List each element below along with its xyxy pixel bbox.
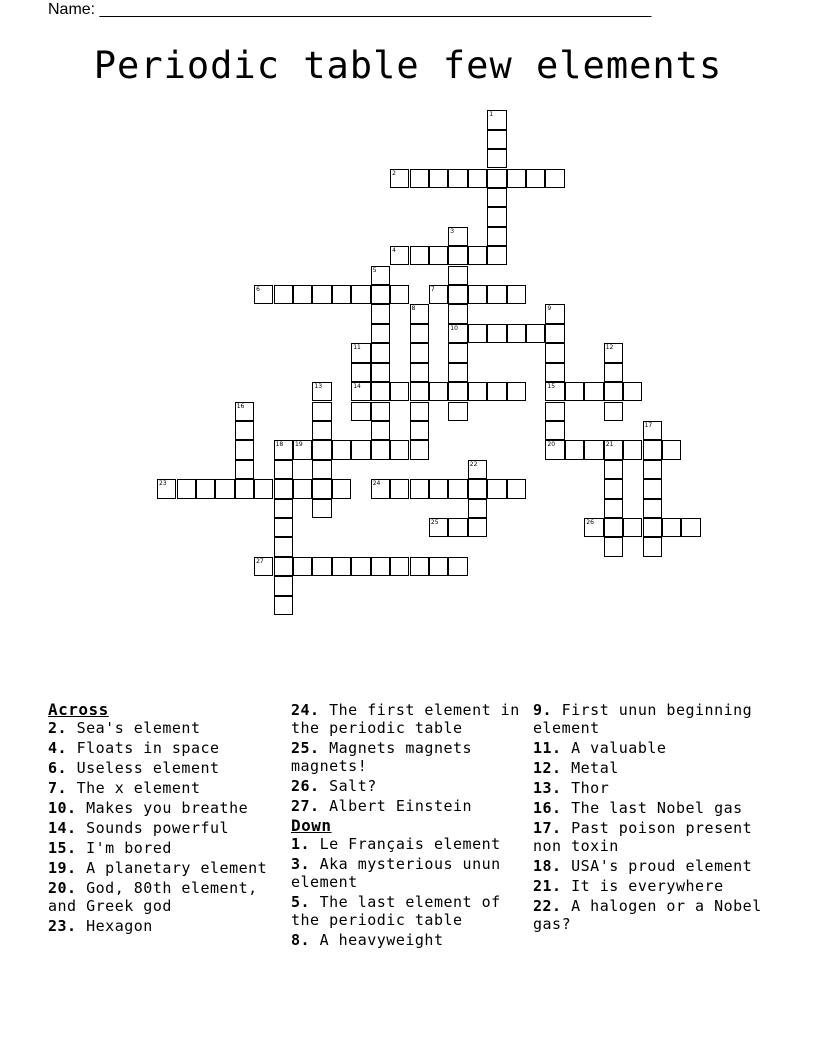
clue-number: 6. <box>48 759 68 777</box>
grid-cell[interactable] <box>371 479 390 498</box>
clue-text: A halogen or a Nobel gas? <box>533 897 762 933</box>
grid-cell[interactable] <box>545 169 564 188</box>
grid-cell[interactable] <box>604 499 623 518</box>
grid-cell[interactable] <box>643 421 662 440</box>
grid-cell[interactable] <box>429 169 448 188</box>
grid-cell[interactable] <box>410 246 429 265</box>
grid-cell[interactable] <box>448 227 467 246</box>
clue-across-19 <box>48 859 288 877</box>
grid-cell[interactable] <box>312 460 331 479</box>
grid-cell[interactable] <box>390 382 409 401</box>
grid-cell[interactable] <box>312 499 331 518</box>
grid-cell[interactable] <box>371 363 390 382</box>
clue-text: A planetary element <box>86 859 268 877</box>
clue-down-1 <box>291 835 531 853</box>
grid-cell[interactable] <box>371 266 390 285</box>
clue-number: 8. <box>291 931 311 949</box>
grid-cell[interactable] <box>235 421 254 440</box>
grid-cell[interactable] <box>351 440 370 459</box>
cell-number: 24 <box>372 480 381 488</box>
grid-cell[interactable] <box>312 557 331 576</box>
grid-cell[interactable] <box>604 363 623 382</box>
cell-number: 12 <box>605 344 614 352</box>
clue-number: 13. <box>533 779 562 797</box>
grid-cell[interactable] <box>293 285 312 304</box>
clue-number: 2. <box>48 719 68 737</box>
cell-number: 2 <box>392 169 396 177</box>
clue-down-8 <box>291 931 531 949</box>
clue-across-25 <box>291 739 531 775</box>
grid-cell[interactable] <box>351 382 370 401</box>
grid-cell[interactable] <box>545 304 564 323</box>
grid-cell[interactable] <box>487 110 506 129</box>
cell-number: 23 <box>159 480 167 488</box>
clue-number: 9. <box>533 701 553 719</box>
page-title: Periodic table few elements <box>93 44 723 87</box>
clue-down-22 <box>533 897 773 933</box>
grid-cell[interactable] <box>312 440 331 459</box>
grid-cell[interactable] <box>604 343 623 362</box>
grid-cell[interactable] <box>448 382 467 401</box>
clue-across-2 <box>48 719 288 737</box>
grid-cell[interactable] <box>410 479 429 498</box>
grid-cell[interactable] <box>448 479 467 498</box>
grid-cell[interactable] <box>487 479 506 498</box>
grid-cell[interactable] <box>312 285 331 304</box>
grid-cell[interactable] <box>448 518 467 537</box>
cell-number: 22 <box>469 460 478 468</box>
grid-cell[interactable] <box>410 363 429 382</box>
grid-cell[interactable] <box>604 382 623 401</box>
clue-text: God, 80th element, and Greek god <box>48 879 258 915</box>
clue-across-27 <box>291 797 531 815</box>
grid-cell[interactable] <box>351 343 370 362</box>
cell-number: 6 <box>256 286 260 293</box>
grid-cell[interactable] <box>390 285 409 304</box>
clue-number: 12. <box>533 759 562 777</box>
grid-cell[interactable] <box>487 246 506 265</box>
clue-text: Floats in space <box>76 739 220 757</box>
grid-cell[interactable] <box>371 557 390 576</box>
clue-down-16 <box>533 799 773 817</box>
grid-cell[interactable] <box>410 169 429 188</box>
cell-number: 25 <box>430 519 439 526</box>
grid-cell[interactable] <box>196 479 215 498</box>
clue-text: The last Nobel gas <box>571 799 743 817</box>
grid-cell[interactable] <box>487 169 506 188</box>
grid-cell[interactable] <box>274 479 293 498</box>
name-line <box>48 0 651 20</box>
clue-down-12 <box>533 759 773 777</box>
grid-cell[interactable] <box>429 285 448 304</box>
grid-cell[interactable] <box>312 479 331 498</box>
grid-cell[interactable] <box>254 285 273 304</box>
grid-cell[interactable] <box>351 363 370 382</box>
grid-cell[interactable] <box>371 402 390 421</box>
grid-cell[interactable] <box>157 479 176 498</box>
clue-number: 1. <box>291 835 311 853</box>
clue-across-15 <box>48 839 288 857</box>
clue-text: The first element in the periodic table <box>291 701 520 737</box>
grid-cell[interactable] <box>410 324 429 343</box>
grid-cell[interactable] <box>293 479 312 498</box>
cell-number: 3 <box>450 227 455 235</box>
grid-cell[interactable] <box>332 557 351 576</box>
grid-cell[interactable] <box>565 440 584 459</box>
clue-number: 11. <box>533 739 562 757</box>
grid-cell[interactable] <box>487 285 506 304</box>
grid-cell[interactable] <box>448 402 467 421</box>
cell-number: 7 <box>430 286 435 293</box>
grid-cell[interactable] <box>643 518 662 537</box>
cell-number: 27 <box>256 557 264 565</box>
cell-number: 17 <box>644 421 653 429</box>
clue-number: 26. <box>291 777 320 795</box>
grid-cell[interactable] <box>429 246 448 265</box>
cell-number: 5 <box>372 266 377 274</box>
grid-cell[interactable] <box>487 188 506 207</box>
clue-number: 25. <box>291 739 320 757</box>
grid-cell[interactable] <box>468 479 487 498</box>
clue-text: Makes you breathe <box>86 799 249 817</box>
clue-number: 14. <box>48 819 77 837</box>
clue-number: 19. <box>48 859 77 877</box>
grid-cell[interactable] <box>487 207 506 226</box>
grid-cell[interactable] <box>429 382 448 401</box>
cell-number: 9 <box>547 305 552 313</box>
clue-number: 22. <box>533 897 562 915</box>
clue-down-3 <box>291 855 531 891</box>
grid-cell[interactable] <box>410 304 429 323</box>
grid-cell[interactable] <box>274 518 293 537</box>
grid-cell[interactable] <box>662 440 681 459</box>
grid-cell[interactable] <box>390 479 409 498</box>
clue-text: Hexagon <box>86 917 153 935</box>
grid-cell[interactable] <box>410 343 429 362</box>
grid-cell[interactable] <box>681 518 700 537</box>
cell-number: 11 <box>353 344 361 352</box>
grid-cell[interactable] <box>177 479 196 498</box>
name-label: Name: <box>48 1 96 18</box>
grid-cell[interactable] <box>235 440 254 459</box>
grid-cell[interactable] <box>468 382 487 401</box>
clue-down-5 <box>291 893 531 929</box>
down-heading: Down <box>291 816 332 835</box>
clue-text: First unun beginning element <box>533 701 753 737</box>
grid-cell[interactable] <box>545 440 564 459</box>
grid-cell[interactable] <box>429 557 448 576</box>
grid-cell[interactable] <box>274 285 293 304</box>
clue-text: The x element <box>76 779 201 797</box>
grid-cell[interactable] <box>312 402 331 421</box>
grid-cell[interactable] <box>584 518 603 537</box>
clue-number: 15. <box>48 839 77 857</box>
clue-text: It is everywhere <box>571 877 724 895</box>
grid-cell[interactable] <box>623 440 642 459</box>
grid-cell[interactable] <box>390 440 409 459</box>
grid-cell[interactable] <box>351 557 370 576</box>
grid-cell[interactable] <box>293 557 312 576</box>
grid-cell[interactable] <box>487 382 506 401</box>
grid-cell[interactable] <box>410 382 429 401</box>
grid-cell[interactable] <box>584 382 603 401</box>
grid-cell[interactable] <box>274 576 293 595</box>
grid-cell[interactable] <box>371 324 390 343</box>
clue-text: Past poison present non toxin <box>533 819 753 855</box>
grid-cell[interactable] <box>468 460 487 479</box>
grid-cell[interactable] <box>604 460 623 479</box>
clue-text: Aka mysterious unun element <box>291 855 501 891</box>
cell-number: 26 <box>586 519 594 526</box>
clue-number: 23. <box>48 917 77 935</box>
grid-cell[interactable] <box>526 324 545 343</box>
grid-cell[interactable] <box>468 518 487 537</box>
grid-cell[interactable] <box>448 304 467 323</box>
clue-number: 27. <box>291 797 320 815</box>
grid-cell[interactable] <box>487 130 506 149</box>
grid-cell[interactable] <box>507 169 526 188</box>
grid-cell[interactable] <box>429 518 448 537</box>
grid-cell[interactable] <box>604 518 623 537</box>
cell-number: 14 <box>353 383 361 391</box>
grid-cell[interactable] <box>468 246 487 265</box>
clue-down-21 <box>533 877 773 895</box>
clue-down-18 <box>533 857 773 875</box>
cell-number: 10 <box>450 324 458 332</box>
grid-cell[interactable] <box>448 169 467 188</box>
grid-cell[interactable] <box>274 499 293 518</box>
grid-cell[interactable] <box>390 169 409 188</box>
grid-cell[interactable] <box>410 440 429 459</box>
grid-cell[interactable] <box>371 382 390 401</box>
clue-across-20 <box>48 879 288 915</box>
clue-text: USA's proud element <box>571 857 753 875</box>
grid-cell[interactable] <box>545 343 564 362</box>
grid-cell[interactable] <box>604 479 623 498</box>
grid-cell[interactable] <box>371 421 390 440</box>
grid-cell[interactable] <box>545 421 564 440</box>
cell-number: 21 <box>605 441 614 449</box>
grid-cell[interactable] <box>429 479 448 498</box>
grid-cell[interactable] <box>351 402 370 421</box>
grid-cell[interactable] <box>274 537 293 556</box>
grid-cell[interactable] <box>235 479 254 498</box>
clue-across-6 <box>48 759 288 777</box>
name-blank[interactable]: ______________________________________________________________ <box>99 1 652 18</box>
grid-cell[interactable] <box>332 440 351 459</box>
clues-column-1 <box>48 701 288 937</box>
clue-text: Le Français element <box>319 835 501 853</box>
grid-cell[interactable] <box>448 246 467 265</box>
clue-across-24 <box>291 701 531 737</box>
grid-cell[interactable] <box>332 285 351 304</box>
grid-cell[interactable] <box>643 537 662 556</box>
cell-number: 13 <box>314 383 323 391</box>
cell-number: 8 <box>411 305 416 313</box>
clue-number: 18. <box>533 857 562 875</box>
clues-column-2 <box>291 701 531 951</box>
grid-cell[interactable] <box>274 557 293 576</box>
grid-cell[interactable] <box>507 382 526 401</box>
grid-cell[interactable] <box>487 149 506 168</box>
clue-down-13 <box>533 779 773 797</box>
grid-cell[interactable] <box>545 382 564 401</box>
clue-text: The last element of the periodic table <box>291 893 501 929</box>
clue-across-26 <box>291 777 531 795</box>
grid-cell[interactable] <box>410 421 429 440</box>
grid-cell[interactable] <box>468 285 487 304</box>
clue-across-23 <box>48 917 288 935</box>
grid-cell[interactable] <box>643 460 662 479</box>
grid-cell[interactable] <box>468 324 487 343</box>
grid-cell[interactable] <box>254 479 273 498</box>
grid-cell[interactable] <box>390 246 409 265</box>
clue-text: Useless element <box>76 759 220 777</box>
clue-number: 20. <box>48 879 77 897</box>
grid-cell[interactable] <box>468 499 487 518</box>
clue-across-4 <box>48 739 288 757</box>
grid-cell[interactable] <box>371 304 390 323</box>
clue-number: 24. <box>291 701 320 719</box>
clue-across-10 <box>48 799 288 817</box>
grid-cell[interactable] <box>584 440 603 459</box>
grid-cell[interactable] <box>507 324 526 343</box>
clue-number: 7. <box>48 779 68 797</box>
cell-number: 4 <box>392 247 396 255</box>
grid-cell[interactable] <box>662 518 681 537</box>
clue-number: 3. <box>291 855 311 873</box>
grid-cell[interactable] <box>332 479 351 498</box>
clue-number: 21. <box>533 877 562 895</box>
grid-cell[interactable] <box>565 382 584 401</box>
grid-cell[interactable] <box>215 479 234 498</box>
grid-cell[interactable] <box>410 557 429 576</box>
grid-cell[interactable] <box>371 343 390 362</box>
grid-cell[interactable] <box>604 402 623 421</box>
grid-cell[interactable] <box>448 363 467 382</box>
grid-cell[interactable] <box>293 440 312 459</box>
cell-number: 19 <box>295 441 303 449</box>
grid-cell[interactable] <box>448 557 467 576</box>
cell-number: 20 <box>547 441 556 449</box>
clue-number: 17. <box>533 819 562 837</box>
grid-cell[interactable] <box>507 285 526 304</box>
clue-number: 10. <box>48 799 77 817</box>
clue-across-7 <box>48 779 288 797</box>
grid-cell[interactable] <box>487 227 506 246</box>
clue-text: Sounds powerful <box>86 819 230 837</box>
clue-text: Thor <box>571 779 610 797</box>
grid-cell[interactable] <box>351 285 370 304</box>
clue-down-9 <box>533 701 773 737</box>
grid-cell[interactable] <box>643 499 662 518</box>
clue-text: Sea's element <box>76 719 201 737</box>
grid-cell[interactable] <box>545 402 564 421</box>
clue-number: 5. <box>291 893 311 911</box>
grid-cell[interactable] <box>274 596 293 615</box>
grid-cell[interactable] <box>274 460 293 479</box>
grid-cell[interactable] <box>371 440 390 459</box>
grid-cell[interactable] <box>507 479 526 498</box>
cell-number: 18 <box>275 441 284 449</box>
grid-cell[interactable] <box>643 479 662 498</box>
grid-cell[interactable] <box>448 324 467 343</box>
grid-cell[interactable] <box>390 557 409 576</box>
grid-cell[interactable] <box>623 518 642 537</box>
clues-column-3 <box>533 701 773 935</box>
clue-text: A valuable <box>571 739 667 757</box>
clue-text: Metal <box>571 759 619 777</box>
cell-number: 1 <box>489 111 494 119</box>
clue-number: 16. <box>533 799 562 817</box>
grid-cell[interactable] <box>545 363 564 382</box>
grid-cell[interactable] <box>468 169 487 188</box>
grid-cell[interactable] <box>312 421 331 440</box>
grid-cell[interactable] <box>235 402 254 421</box>
grid-cell[interactable] <box>235 460 254 479</box>
cell-number: 15 <box>547 383 556 391</box>
grid-cell[interactable] <box>448 343 467 362</box>
grid-cell[interactable] <box>545 324 564 343</box>
clue-text: Magnets magnets magnets! <box>291 739 473 775</box>
grid-cell[interactable] <box>526 169 545 188</box>
clue-text: I'm bored <box>86 839 172 857</box>
grid-cell[interactable] <box>371 285 390 304</box>
clue-text: Albert Einstein <box>329 797 473 815</box>
clue-across-14 <box>48 819 288 837</box>
grid-cell[interactable] <box>487 324 506 343</box>
clue-down-11 <box>533 739 773 757</box>
clue-number: 4. <box>48 739 68 757</box>
grid-cell[interactable] <box>448 285 467 304</box>
grid-cell[interactable] <box>604 440 623 459</box>
across-heading: Across <box>48 700 109 719</box>
grid-cell[interactable] <box>448 266 467 285</box>
cell-number: 16 <box>236 402 245 410</box>
clue-text: Salt? <box>329 777 377 795</box>
grid-cell[interactable] <box>623 382 642 401</box>
grid-cell[interactable] <box>312 382 331 401</box>
grid-cell[interactable] <box>274 440 293 459</box>
grid-cell[interactable] <box>643 440 662 459</box>
grid-cell[interactable] <box>604 537 623 556</box>
clue-down-17 <box>533 819 773 855</box>
grid-cell[interactable] <box>254 557 273 576</box>
grid-cell[interactable] <box>410 402 429 421</box>
clue-text: A heavyweight <box>319 931 444 949</box>
